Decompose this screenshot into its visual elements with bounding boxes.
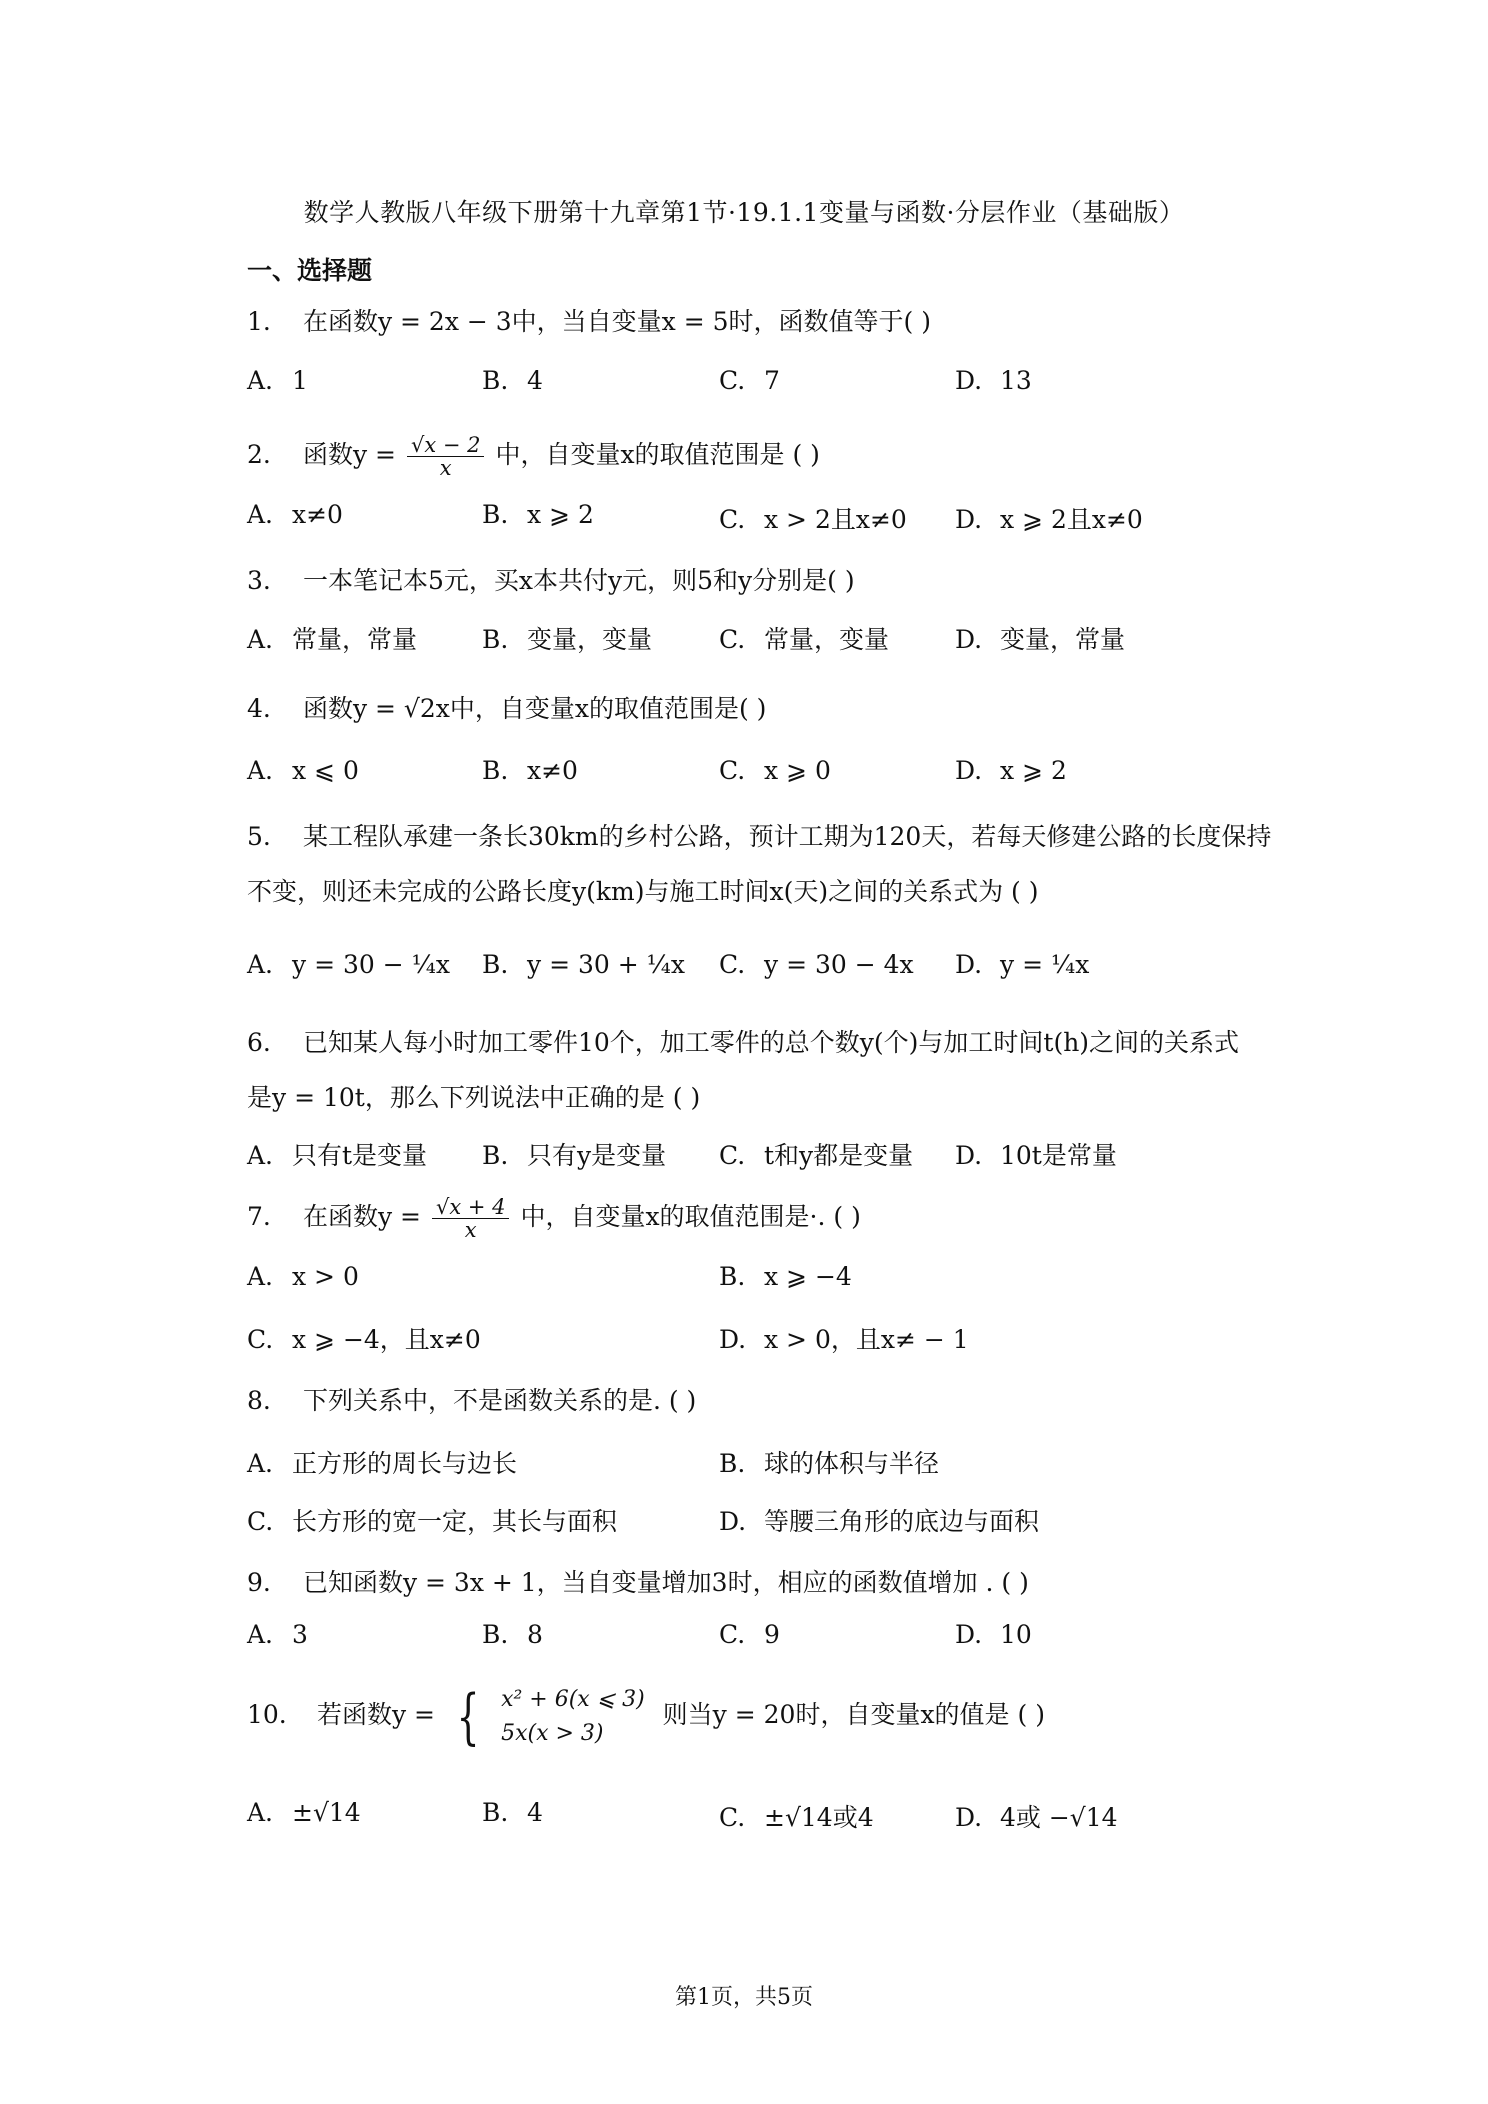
options-4 xyxy=(247,756,1297,796)
question-1 xyxy=(247,297,1307,347)
question-text: 一本笔记本5元，买x本共付y元，则5和y分别是( ) xyxy=(302,566,855,595)
question-7 xyxy=(247,1192,1307,1242)
option-b: B. 4 xyxy=(482,366,543,395)
option-c: C. 9 xyxy=(719,1620,780,1649)
question-number: 2. xyxy=(247,440,271,469)
option-b: B. y = 30 + ¼x xyxy=(482,950,685,979)
option-c: C. 长方形的宽一定，其长与面积 xyxy=(247,1507,618,1536)
option-d: D. 13 xyxy=(955,366,1032,395)
option-b: B. 4 xyxy=(482,1798,543,1827)
question-10 xyxy=(247,1680,1307,1751)
question-text-post: 中，自变量x的取值范围是 ( ) xyxy=(495,440,820,469)
question-number: 5. xyxy=(247,822,271,851)
option-d: D. 变量，常量 xyxy=(955,625,1126,654)
question-number: 1. xyxy=(247,307,271,336)
option-b: B. x≠0 xyxy=(482,756,578,785)
page-title: 数学人教版八年级下册第十九章第1节·19.1.1变量与函数·分层作业（基础版） xyxy=(303,198,1185,227)
options-5 xyxy=(247,950,1297,990)
option-c: C. t和y都是变量 xyxy=(719,1141,914,1170)
option-b: B. 8 xyxy=(482,1620,543,1649)
option-c: C. x ⩾ 0 xyxy=(719,756,831,785)
page-footer: 第1页，共5页 xyxy=(675,1985,813,2010)
piecewise-cases xyxy=(501,1683,645,1751)
question-number: 8. xyxy=(247,1386,271,1415)
option-b: B. x ⩾ 2 xyxy=(482,500,594,529)
question-number: 9. xyxy=(247,1568,271,1597)
option-a: A. x ⩽ 0 xyxy=(247,756,359,785)
question-text-continued: 不变，则还未完成的公路长度y(km)与施工时间x(天)之间的关系式为 ( ) xyxy=(247,877,1039,906)
option-d: D. 4或 −√14 xyxy=(955,1803,1118,1832)
question-text: 函数y = √2x中，自变量x的取值范围是( ) xyxy=(302,694,767,723)
option-b: B. 只有y是变量 xyxy=(482,1141,667,1170)
option-c: C. ±√14或4 xyxy=(719,1803,874,1832)
options-3 xyxy=(247,620,1297,660)
options-8-row2 xyxy=(247,1502,1297,1542)
option-c: C. y = 30 − 4x xyxy=(719,950,914,979)
option-b: B. x ⩾ −4 xyxy=(719,1262,852,1291)
option-a: A. 正方形的周长与边长 xyxy=(247,1449,518,1478)
question-text-pre: 在函数y = xyxy=(302,1202,421,1231)
option-d: D. x ⩾ 2 xyxy=(955,756,1067,785)
options-9 xyxy=(247,1620,1297,1660)
question-text-continued: 是y = 10t，那么下列说法中正确的是 ( ) xyxy=(247,1083,701,1112)
option-d: D. x ⩾ 2且x≠0 xyxy=(955,505,1143,534)
fraction: $\frac{√x - 2}{x}$ xyxy=(407,434,485,479)
options-6 xyxy=(247,1136,1297,1176)
option-d: D. y = ¼x xyxy=(955,950,1090,979)
option-d: D. 等腰三角形的底边与面积 xyxy=(719,1507,1040,1536)
question-text: 已知函数y = 3x + 1，当自变量增加3时，相应的函数值增加 . ( ) xyxy=(302,1568,1029,1597)
option-c: C. 常量，变量 xyxy=(719,625,890,654)
fraction: $\frac{√x + 4}{x}$ xyxy=(432,1196,510,1241)
question-text-pre: 若函数y = xyxy=(316,1700,435,1729)
option-a: A. 3 xyxy=(247,1620,308,1649)
options-10 xyxy=(247,1798,1297,1838)
options-1 xyxy=(247,366,1297,406)
case-1: x² + 6(x ⩽ 3) xyxy=(501,1686,645,1712)
case-2: 5x(x > 3) xyxy=(501,1720,604,1746)
question-number: 7. xyxy=(247,1202,271,1231)
question-6 xyxy=(247,1018,1307,1068)
question-8 xyxy=(247,1376,1307,1426)
option-d: D. 10 xyxy=(955,1620,1032,1649)
option-a: A. ±√14 xyxy=(247,1798,361,1827)
question-number: 4. xyxy=(247,694,271,723)
option-b: B. 变量，变量 xyxy=(482,625,653,654)
option-a: A. 只有t是变量 xyxy=(247,1141,428,1170)
question-9 xyxy=(247,1558,1307,1608)
question-text: 已知某人每小时加工零件10个，加工零件的总个数y(个)与加工时间t(h)之间的关系式 xyxy=(302,1028,1240,1057)
option-d: D. 10t是常量 xyxy=(955,1141,1117,1170)
question-4 xyxy=(247,684,1307,734)
question-text-post: 则当y = 20时，自变量x的值是 ( ) xyxy=(662,1700,1045,1729)
question-text: 某工程队承建一条长30km的乡村公路，预计工期为120天，若每天修建公路的长度保持 xyxy=(302,822,1272,851)
option-a: A. 1 xyxy=(247,366,308,395)
question-number: 6. xyxy=(247,1028,271,1057)
question-3 xyxy=(247,556,1307,606)
options-7-row1 xyxy=(247,1262,1297,1302)
question-number: 3. xyxy=(247,566,271,595)
option-a: A. 常量，常量 xyxy=(247,625,418,654)
question-number: 10. xyxy=(247,1700,287,1729)
question-text: 在函数y = 2x − 3中，当自变量x = 5时，函数值等于( ) xyxy=(302,307,931,336)
question-text: 下列关系中，不是函数关系的是. ( ) xyxy=(302,1386,697,1415)
option-a: A. x > 0 xyxy=(247,1262,359,1291)
question-2 xyxy=(247,430,1307,480)
option-c: C. x > 2且x≠0 xyxy=(719,505,907,534)
left-brace-icon: { xyxy=(456,1681,480,1752)
question-5 xyxy=(247,812,1307,862)
option-a: A. x≠0 xyxy=(247,500,343,529)
options-7-row2 xyxy=(247,1320,1297,1360)
question-text-post: 中，自变量x的取值范围是·. ( ) xyxy=(520,1202,861,1231)
option-c: C. 7 xyxy=(719,366,780,395)
question-text-pre: 函数y = xyxy=(302,440,396,469)
section-heading: 一、选择题 xyxy=(247,256,373,285)
options-8-row1 xyxy=(247,1444,1297,1484)
option-c: C. x ⩾ −4，且x≠0 xyxy=(247,1325,481,1354)
option-b: B. 球的体积与半径 xyxy=(719,1449,940,1478)
option-a: A. y = 30 − ¼x xyxy=(247,950,450,979)
option-d: D. x > 0，且x≠ − 1 xyxy=(719,1325,969,1354)
options-2 xyxy=(247,500,1297,540)
